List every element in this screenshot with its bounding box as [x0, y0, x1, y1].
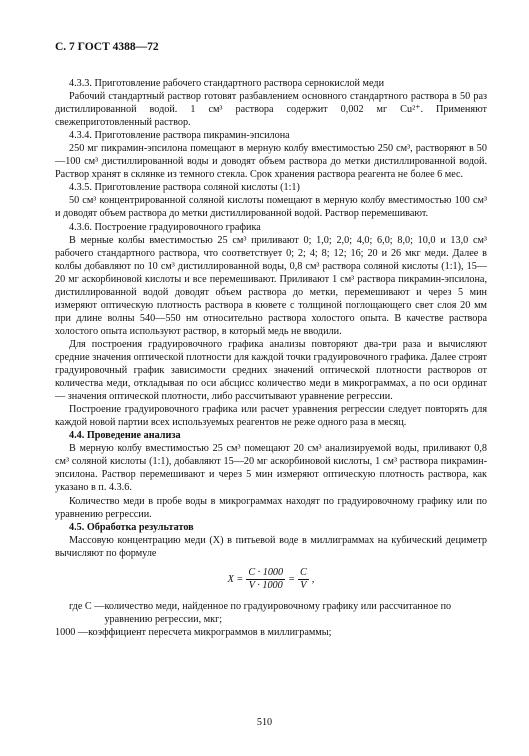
paragraph: 4.3.3. Приготовление рабочего стандартного раствора сернокислой меди [69, 78, 385, 89]
formula-end: , [311, 574, 315, 586]
paragraph: 4.3.4. Приготовление раствора пикрамин-эпсилона [69, 130, 290, 142]
formula-fraction-1-denominator: V · 1000 [248, 580, 283, 592]
formula-fraction-2-numerator: C [300, 567, 307, 579]
definition-term: где C — [69, 600, 105, 612]
paragraph-list [55, 77, 487, 560]
section-heading: 4.4. Проведение анализа [69, 430, 181, 442]
definition-item [55, 600, 487, 626]
formula-fraction-2 [298, 567, 309, 592]
formula-equals: = [288, 574, 295, 586]
formula-definitions [55, 600, 487, 639]
formula-fraction-1 [246, 567, 285, 592]
paragraph: В мерные колбы вместимостью 25 см³ приливают 0; 1,0; 2,0; 4,0; 6,0; 8,0; 10,0 и 13,0 см³ рабочего стандартного раствора, что соответствует 0; 2; 4; 8; 12; 16; 20 и 26 мкг меди. Далее в колбы добавляют по 10 см³ дистиллированной воды, 0,8 см³ раствора соляной кислоты (1:1), 15—20 мг аскорбиновой кислоты и все перемешивают. Приливают 1 см³ раствора пикрамин-эпсилона, дистиллированной водой доводят объем раствора до метки, перемешивают и через 5 мин измеряют оптическую плотность раствора в кювете с толщиной поглощающего свет слоя 20 мм при длине волны 540—550 нм относительно раствора холостого опыта. В качестве раствора холостого опыта используют раствор, в который медь не вводили. [55, 234, 487, 337]
formula-fraction-2-denominator: V [300, 580, 307, 592]
definition-description: коэффициент пересчета микрограммов в миллиграммы; [88, 626, 332, 638]
paragraph: 250 мг пикрамин-эпсилона помещают в мерную колбу вместимостью 250 см³, растворяют в 50—100 см³ дистиллированной воды и доводят объем раствора до метки дистиллированной водой. Раствор хранят в склянке из темного стекла. Срок хранения раствора реагента не более 6 мес. [55, 143, 487, 181]
page-header: С. 7 ГОСТ 4388—72 [55, 41, 159, 53]
paragraph: 50 см³ концентрированной соляной кислоты помещают в мерную колбу вместимостью 100 см³ и доводят объем раствора до метки дистиллированной водой. Раствор перемешивают. [55, 195, 487, 220]
paragraph: В мерную колбу вместимостью 25 см³ помещают 20 см³ анализируемой воды, приливают 0,8 см³ соляной кислоты (1:1), добавляют 15—20 мг аскорбиновой кислоты, 1 см³ раствора пикрамин-эпсилона. Раствор перемешивают и через 5 мин измеряют оптическую плотность раствора, как указано в п. 4.3.6. [55, 443, 487, 494]
paragraph: 4.3.5. Приготовление раствора соляной кислоты (1:1) [69, 182, 300, 194]
paragraph: Построение градуировочного графика или расчет уравнения регрессии следует повторять для каждой новой партии всех используемых реагентов не реже одного раза в месяц. [55, 404, 487, 429]
paragraph: 4.3.6. Построение градуировочного графика [69, 221, 261, 233]
section-heading: 4.5. Обработка результатов [69, 521, 194, 533]
definition-term: 1000 — [55, 626, 89, 638]
formula-fraction-1-numerator: C · 1000 [248, 567, 284, 579]
document-body [55, 77, 487, 639]
paragraph: Для построения градуировочного графика анализы повторяют два-три раза и вычисляют средние значения оптической плотности для каждой точки градуировочного графика. Далее строят градуировочный график зависимости средних значений оптической плотности растворов от количества меди, откладывая по оси абсцисс количество меди в микрограммах, а по оси ординат — значения оптической плотности, либо рассчитывают уравнение регрессии. [55, 338, 487, 403]
definition-description: количество меди, найденное по градуировочному графику или рассчитанное по уравнению регрессии, мкг; [104, 600, 452, 625]
definition-item [55, 626, 487, 639]
paragraph: Рабочий стандартный раствор готовят разбавлением основного стандартного раствора в 50 раз дистиллированной водой. 1 см³ раствора содержит 0,002 мг Cu²⁺. Применяют свежеприготовленный раствор. [55, 91, 487, 129]
paragraph: Количество меди в пробе воды в микрограммах находят по градуировочному графику или по уравнению регрессии. [55, 495, 487, 520]
formula-lhs: X = [227, 574, 244, 586]
concentration-formula [55, 565, 487, 595]
paragraph: Массовую концентрацию меди (X) в питьевой воде в миллиграммах на кубический дециметр вычисляют по формуле [55, 534, 487, 559]
page-number: 510 [256, 717, 273, 728]
